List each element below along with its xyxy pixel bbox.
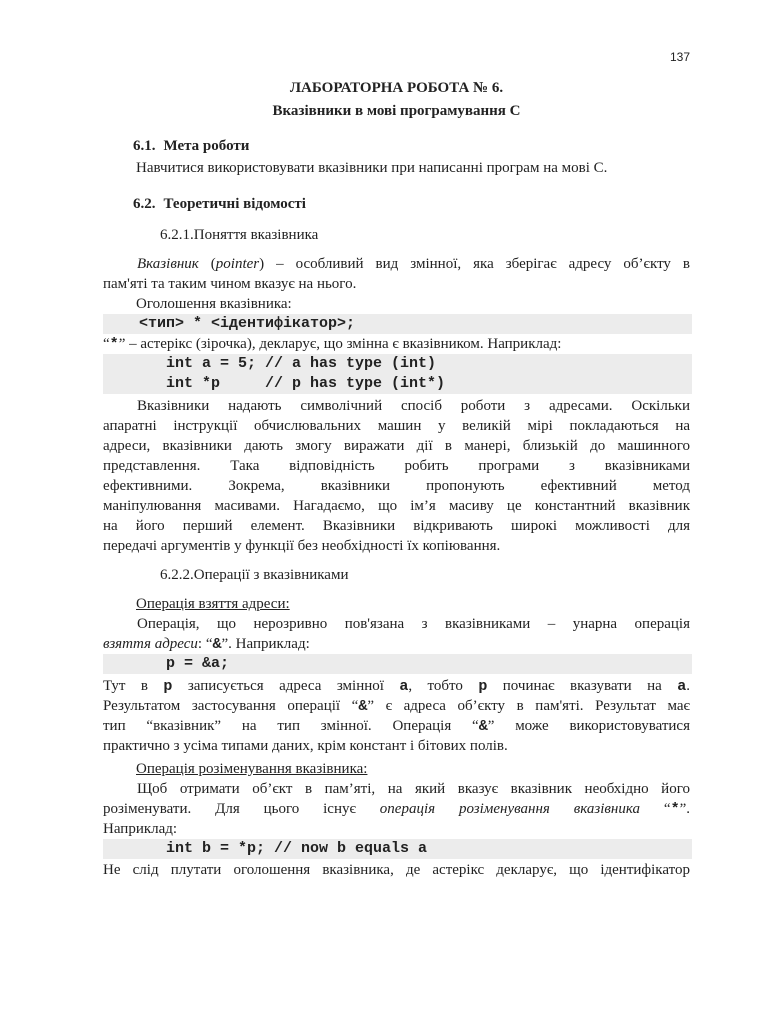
asterisk-line [103,334,690,355]
declaration-code: <тип> * <ідентифікатор>; [103,314,692,334]
op-address-line-1: Операція, що нерозривно пов'язана з вказівниками – унарна операція [137,616,690,632]
explain-text: ” є адреса об’єкту в пам'яті. Результат має [367,698,690,714]
code-example-4: int b = *p; // now b equals a [103,839,692,859]
op-deref-line-1: Щоб отримати об’єкт в пам’яті, на який вказує вказівник необхідно його [137,781,690,797]
def-paren: ( [198,256,216,272]
code-token: a [399,678,409,695]
definition-line-1 [103,254,690,274]
paragraph-line: маніпулювання масивами. Нагадаємо, що ім’я масиву це константний вказівник [103,498,690,514]
asterisk-quote: “ [103,336,110,352]
paragraph-line: Вказівники надають символічний спосіб роботи з адресами. Оскільки [137,398,690,414]
op-deref-italic: операція розіменування вказівника [379,801,641,817]
asterisk-symbol: * [109,336,119,353]
op-address-text: ”. Наприклад: [221,636,310,652]
explain-text: записується адреса змінної [172,678,400,694]
section-6-1-title: Мета роботи [163,138,250,154]
section-6-1-number: 6.1. [133,138,156,154]
op-address-italic: взяття адреси [103,636,198,652]
section-6-1-text: Навчитися використовувати вказівники при написанні програм на мові С. [136,160,608,176]
code-example-3: p = &a; [103,654,692,674]
explain-line-2 [103,696,690,717]
op-deref-text: розіменувати. Для цього існує [103,801,380,817]
code-token: & [478,718,488,735]
explain-text: Тут в [103,678,164,694]
op-deref-title: Операція розіменування вказівника: [136,761,368,777]
paragraph-line: ефективними. Зокрема, вказівники пропонують ефективний метод [103,478,690,494]
explain-line-1 [103,676,690,697]
code-token: a [677,678,687,695]
explain-text: починає вказувати на [487,678,678,694]
explain-text: ” може використовуватися [487,718,690,734]
last-line: Не слід плутати оголошення вказівника, де астерікс декларує, що ідентифікатор [103,862,690,878]
definition-line-2: пам'яті та таким чином вказує на нього. [103,276,357,292]
paragraph-line: представлення. Така відповідність робить програми з вказівниками [103,458,690,474]
code-token: p [163,678,173,695]
paragraph-line: на його перший елемент. Вказівники відкривають широкі можливості для [103,518,690,534]
explain-text: . [686,678,690,694]
op-deref-text: “ [640,801,671,817]
def-pointer: pointer [215,256,260,272]
def-rest: ) – особливий вид змінної, яка зберігає адресу об’єкту в [259,256,691,272]
code-example-2: int *p // p has type (int*) [103,374,692,394]
def-term: Вказівник [137,256,199,272]
lab-title: ЛАБОРАТОРНА РОБОТА № 6. [289,80,504,96]
explain-line-4: практично з усіма типами даних, крім констант і бітових полів. [103,738,508,754]
code-example-1: int a = 5; // a has type (int) [103,354,692,374]
section-6-2-heading [133,196,306,213]
code-token: & [358,698,368,715]
explain-text: тип “вказівник” на тип змінної. Операція “ [103,718,479,734]
explain-text: , тобто [408,678,479,694]
ampersand-symbol: & [212,636,222,653]
op-deref-text: ”. [679,801,690,817]
asterisk-text: ” – астерікс (зірочка), декларує, що змінна є вказівником. Наприклад: [118,336,562,352]
asterisk-symbol: * [670,801,680,818]
lab-subtitle: Вказівники в мові програмування С [272,103,521,119]
explain-line-3 [103,716,690,737]
op-deref-line-3: Наприклад: [103,821,178,837]
section-6-2-number: 6.2. [133,196,156,212]
subsection-6-2-2-heading: 6.2.2.Операції з вказівниками [160,567,349,583]
section-6-1-heading [133,138,249,155]
op-address-text: : “ [197,636,213,652]
page-number: 137 [669,50,690,64]
paragraph-line: передачі аргументів у функції без необхідності їх копіювання. [103,538,501,554]
explain-text: Результатом застосування операції “ [103,698,359,714]
declaration-label: Оголошення вказівника: [136,296,292,312]
paragraph-line: адреси, вказівники дають змогу виражати дії в манері, близькій до машинного [103,438,690,454]
op-deref-line-2 [103,799,690,820]
section-6-2-title: Теоретичні відомості [163,196,306,212]
paragraph-line: апаратні інструкції обчислювальних машин у великій мірі покладаються на [103,418,690,434]
subsection-6-2-1-heading: 6.2.1.Поняття вказівника [160,227,319,243]
op-address-line-2 [103,634,690,655]
op-address-title: Операція взяття адреси: [136,596,290,612]
code-token: p [478,678,488,695]
